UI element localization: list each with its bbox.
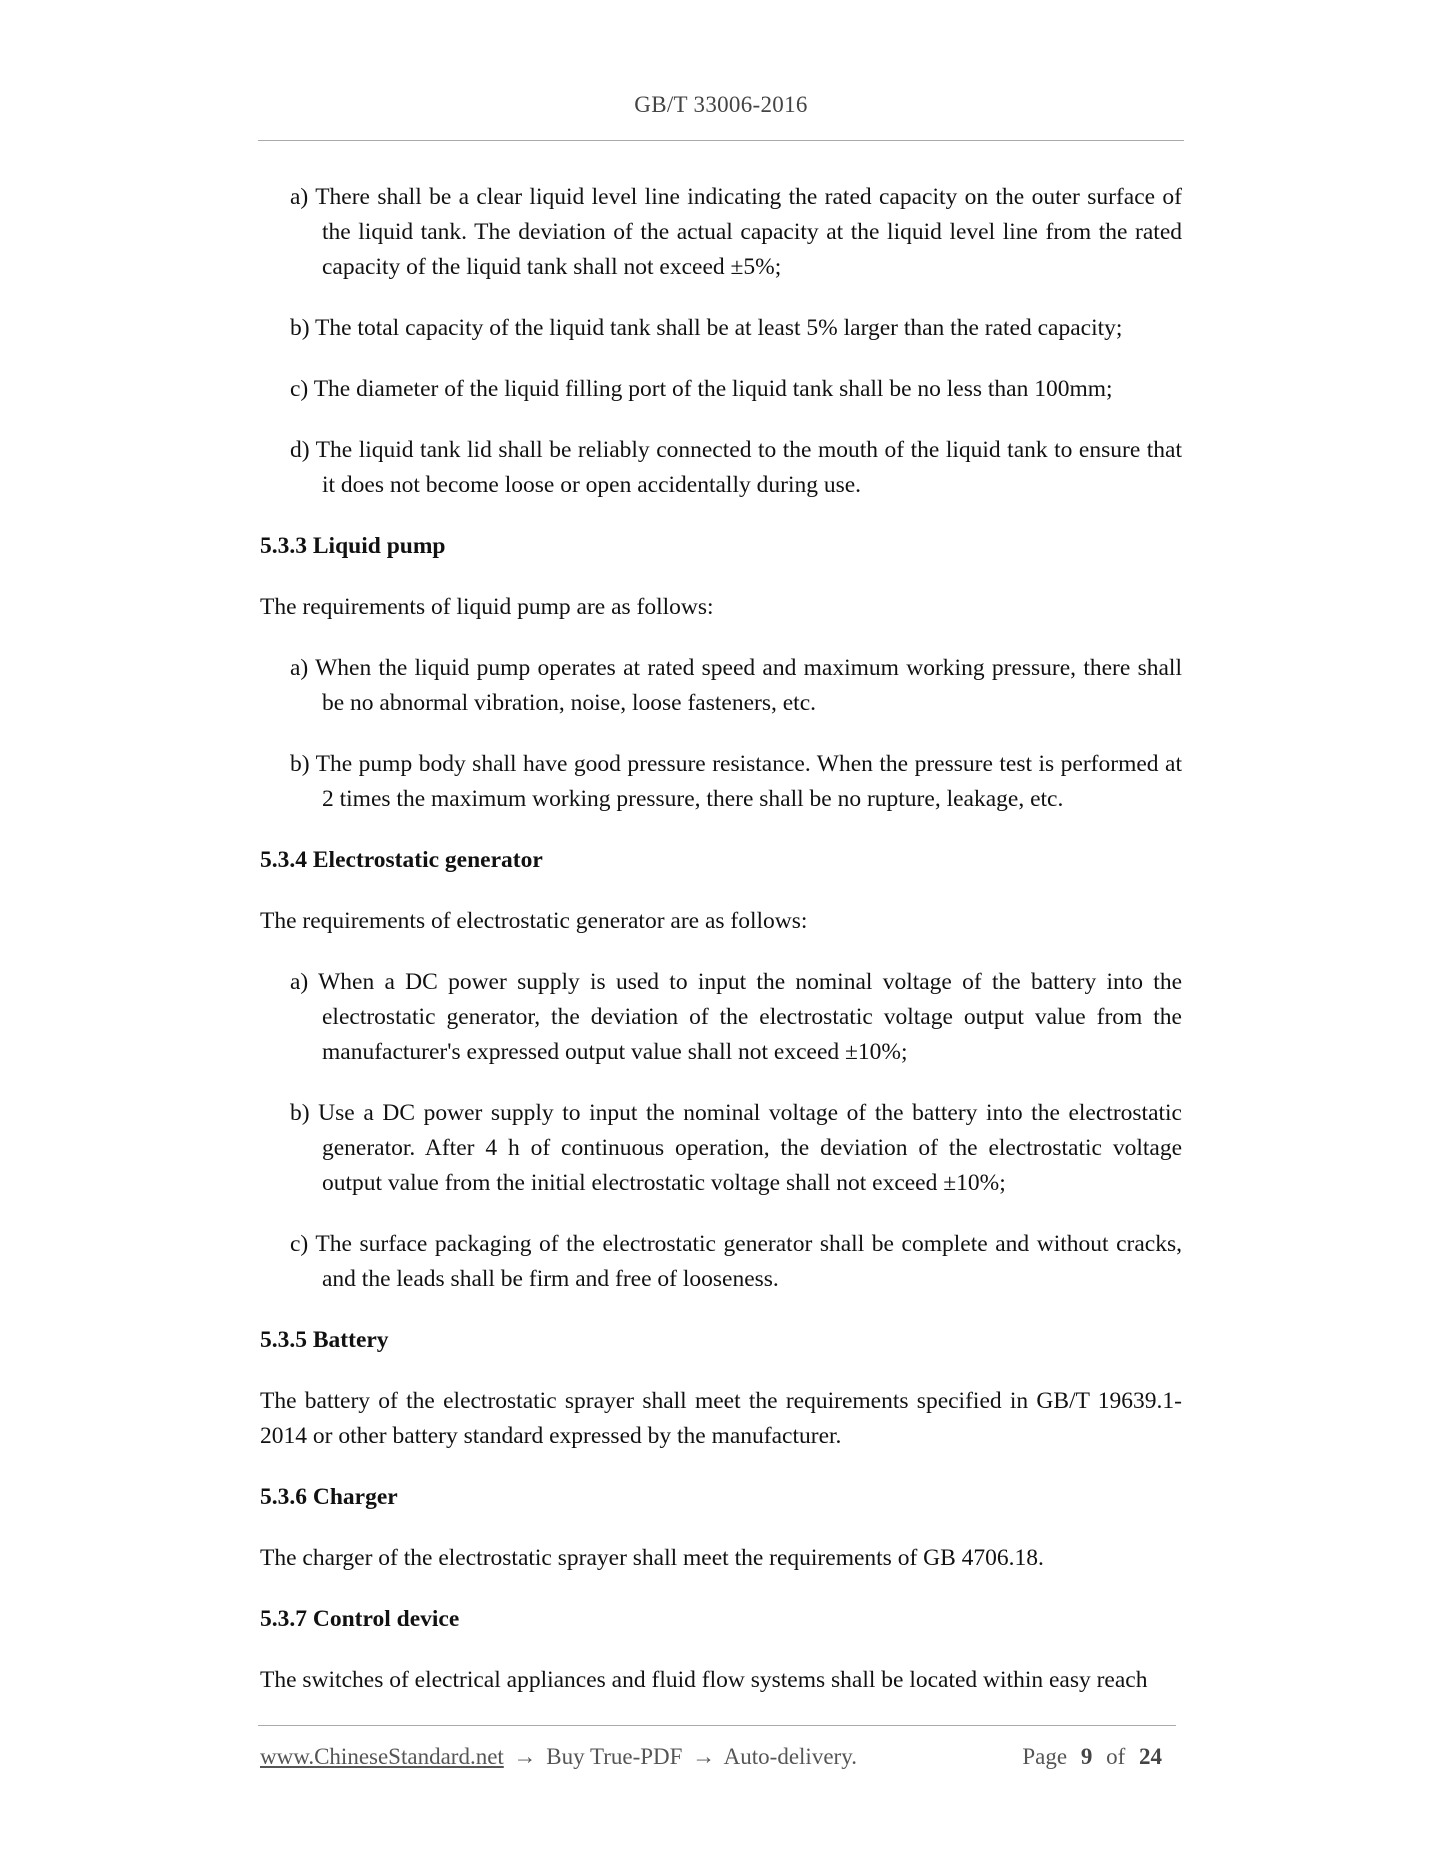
- section-heading-battery: 5.3.5 Battery: [260, 1327, 389, 1353]
- page-header-standard-code: GB/T 33006-2016: [634, 92, 808, 117]
- arrow-right-icon: →: [692, 1744, 716, 1769]
- list-item-pump-b: b) The pump body shall have good pressure resistance. When the pressure test is performed at 2 times the maximum working pressure, there shall be no rupture, leakage, etc.: [290, 751, 1182, 812]
- section-heading-liquid-pump: 5.3.3 Liquid pump: [260, 533, 446, 559]
- footer-promo: [260, 1740, 857, 1774]
- section-heading-charger: 5.3.6 Charger: [260, 1484, 398, 1510]
- of-label: of: [1106, 1744, 1126, 1769]
- total-pages: 24: [1139, 1744, 1162, 1769]
- section-intro-electrostatic-generator: The requirements of electrostatic generator are as follows:: [260, 908, 808, 934]
- page-body: [260, 180, 1182, 1698]
- section-heading-control-device: 5.3.7 Control device: [260, 1606, 460, 1632]
- arrow-right-icon: →: [513, 1744, 537, 1769]
- list-item-generator-c: c) The surface packaging of the electrostatic generator shall be complete and without cracks, and the leads shall be firm and free of looseness.: [290, 1231, 1182, 1292]
- section-text-charger: The charger of the electrostatic sprayer shall meet the requirements of GB 4706.18.: [260, 1545, 1044, 1571]
- section-text-control-device: The switches of electrical appliances and fluid flow systems shall be located within easy reach: [260, 1667, 1148, 1693]
- section-heading-electrostatic-generator: 5.3.4 Electrostatic generator: [260, 847, 543, 873]
- list-item-tank-d: d) The liquid tank lid shall be reliably connected to the mouth of the liquid tank to ensure that it does not become loose or open accidentally during use.: [290, 437, 1182, 498]
- list-item-generator-a: a) When a DC power supply is used to input the nominal voltage of the battery into the electrostatic generator, the deviation of the electrostatic voltage output value from the manufacturer's expressed output value shall not exceed ±10%;: [290, 969, 1182, 1065]
- page-label: Page: [1022, 1744, 1068, 1769]
- site-link[interactable]: www.ChineseStandard.net: [260, 1744, 504, 1769]
- auto-delivery-text: Auto-delivery.: [723, 1744, 857, 1769]
- buy-true-pdf-text: Buy True-PDF: [546, 1744, 683, 1769]
- list-item-pump-a: a) When the liquid pump operates at rated speed and maximum working pressure, there shall be no abnormal vibration, noise, loose fasteners, etc.: [290, 655, 1182, 716]
- page-number: 9: [1080, 1744, 1093, 1769]
- section-intro-liquid-pump: The requirements of liquid pump are as follows:: [260, 594, 714, 620]
- list-item-generator-b: b) Use a DC power supply to input the nominal voltage of the battery into the electrostatic generator. After 4 h of continuous operation, the deviation of the electrostatic voltage output value from the initial electrostatic voltage shall not exceed ±10%;: [290, 1100, 1182, 1196]
- header-divider: [258, 140, 1184, 141]
- list-item-tank-b: b) The total capacity of the liquid tank shall be at least 5% larger than the rated capacity;: [290, 315, 1123, 341]
- section-text-battery: The battery of the electrostatic sprayer shall meet the requirements specified in GB/T 19639.1-2014 or other battery standard expressed by the manufacturer.: [260, 1388, 1182, 1449]
- page-counter: [1022, 1740, 1170, 1774]
- list-item-tank-c: c) The diameter of the liquid filling port of the liquid tank shall be no less than 100mm;: [290, 376, 1113, 402]
- list-item-tank-a: a) There shall be a clear liquid level line indicating the rated capacity on the outer surface of the liquid tank. The deviation of the actual capacity at the liquid level line from the rated capacity of the liquid tank shall not exceed ±5%;: [290, 184, 1182, 280]
- footer-divider: [258, 1725, 1176, 1726]
